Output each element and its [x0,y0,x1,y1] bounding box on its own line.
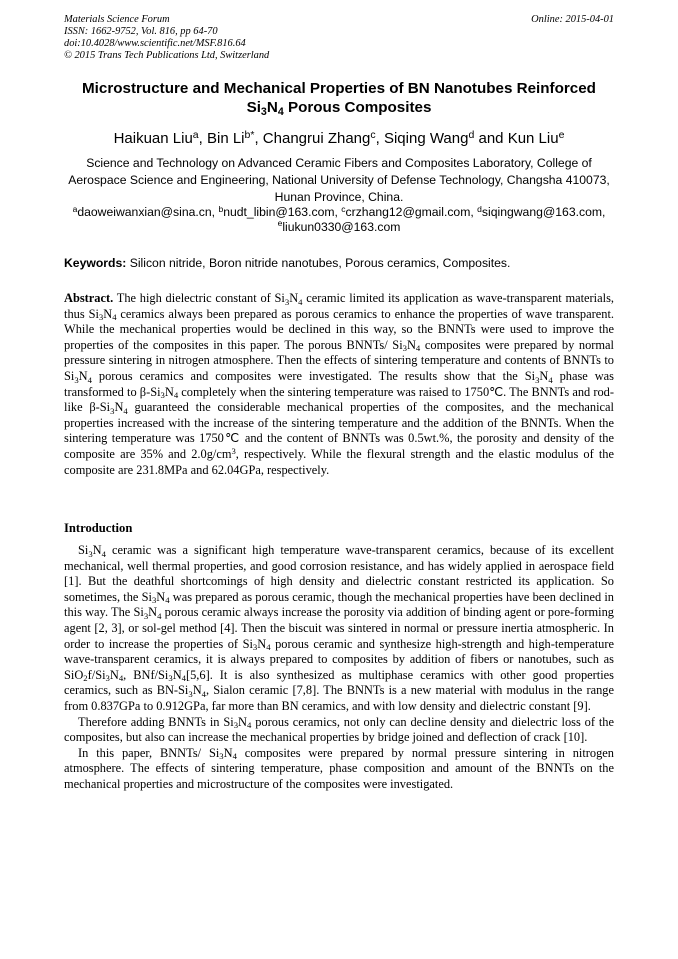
title-line-2: $Si_3N_4$ Porous Composites [246,99,432,119]
author: Bin $Li^{b*}$ [206,128,255,147]
introduction-body [64,543,614,793]
abstract-body: The high dielectric constant of $Si_3N_4$ ceramic limited its application as wave-transparent materials, thus $Si_3N_4$ ceramics always been prepared as porous ceramics to enhance the properties of wave transparent. While the mechanical properties would be declined in this way, so the BNNTs were used to improve the properties of the composites in this paper. The porous BNNTs/ $Si_3N_4$ composites were prepared by normal pressure sintering in nitrogen atmosphere. Then the effects of sintering temperature and contents of BNNTs to $Si_3N_4$ porous ceramics and composites were investigated. The results show that the $Si_3N_4$ phase was transformed to $\beta-Si_3N_4$ completely when the sintering temperature was raised to 1750℃. The BNNTs and rod-like $\beta-Si_3N_4$ guaranteed the considerable mechanical properties of the composites, and the mechanical properties increased with the increase of the sintering temperature and the addition of the BNNTs. When the sintering temperature was 1750℃ and the content of BNNTs was 0.5wt.%, the porosity and density of the composite are 35% and $2.0g/cm^3$, respectively. While the flexural strength and the elastic modulus of the composite are 231.8MPa and 62.04GPa, respectively. [64,291,614,477]
author: Changrui Zhang$^c$ [262,128,376,147]
email[interactable]: $^c$crzhang12@gmail.com [341,203,471,219]
author: Kun Liu$^e$ [507,128,565,147]
author: Siqing Wang$^d$ [383,128,475,147]
keywords [64,256,614,271]
issn-line: ISSN: 1662-9752, Vol. 816, pp 64-70 [64,26,218,37]
journal-header [64,14,614,62]
introduction-heading: Introduction [64,521,133,535]
keywords-label: Keywords: [64,256,127,270]
intro-paragraph: $Si_3N_4$ ceramic was a significant high temperature wave-transparent ceramics, because of its excellent mechanical, well thermal properties, and good corrosion resistance, and has widely applied in aerospace field [1]. But the deathful shortcomings of high density and dielectric constant restricted its application. So sometimes, the $Si_3N_4$ was prepared as porous ceramic, though the mechanical properties have been declined in this way. The $Si_3N_4$ porous ceramic always increase the porosity via addition of binding agent or pore-forming agent [2, 3], or sol-gel method [4]. Then the biscuit was sintered in normal or pressure inertia atmospheric. In order to increase the properties of $Si_3N_4$ porous ceramic and synthesize high-strength and high-temperature wave-transparent ceramics, it is always prepared to composites by addition of fibers or nanotubes, such as $SiO_2f/Si_3N_4$, BNf/$Si_3N_4[5,6]$. It is also synthesized as multiphase ceramics with other good properties ceramics, such as $BN-Si_3N_4$, Sialon ceramic [7,8]. The BNNTs is a new material with modulus in the range from 0.837GPa to 0.912GPa, far more than BN ceramics, and with low density and dielectric constant [9]. [64,543,615,713]
author: Haikuan Liu$^a$ [113,128,199,147]
email[interactable]: $^e$liukun0330@163.com [277,218,401,234]
email[interactable]: $^b$nudt_libin@163.com [218,203,335,219]
paper-title [40,79,638,117]
abstract-label: Abstract. [64,291,114,305]
affiliation: Science and Technology on Advanced Ceramic Fibers and Composites Laboratory, College of Aerospace Science and Engineering, National University of Defense Technology, Changsha 410073, Hunan Province, China. [68,156,610,204]
copyright-line: © 2015 Trans Tech Publications Ltd, Switzerland [64,50,270,61]
intro-paragraph: In this paper, BNNTs/ $Si_3N_4$ composites were prepared by normal pressure sintering in nitrogen atmosphere. The effects of sintering temperature, phase composition and amount of the BNNTs on the mechanical properties and microstructure of the composites were investigated. [64,745,614,791]
title-line-1: Microstructure and Mechanical Properties of BN Nanotubes Reinforced [82,80,596,97]
author-list: Haikuan Liu$^a$, Bin $Li^{b*}$, Changrui Zhang$^c$, Siqing Wang$^d$ and Kun Liu$^e$ [113,128,565,147]
keywords-text: Silicon nitride, Boron nitride nanotubes, Porous ceramics, Composites. [126,256,511,270]
intro-paragraph: Therefore adding BNNTs in $Si_3N_4$ porous ceramics, not only can decline density and dielectric loss of the composites, but also can increase the mechanical properties by bridge joined and deflection of crack [10]. [64,714,615,745]
email[interactable]: $^d$siqingwang@163.com [477,203,603,219]
author-emails: $^a$daoweiwanxian@sina.cn, $^b$nudt_libin@163.com, $^c$crzhang12@gmail.com, $^d$siqingwang@163.com, $^e$liukun0330@163.com [72,203,606,234]
email[interactable]: $^a$daoweiwanxian@sina.cn [72,203,212,219]
online-date: Online: 2015-04-01 [531,14,614,25]
doi-line: doi:10.4028/www.scientific.net/MSF.816.64 [64,38,246,49]
abstract [64,291,614,478]
journal-name: Materials Science Forum [64,14,170,25]
